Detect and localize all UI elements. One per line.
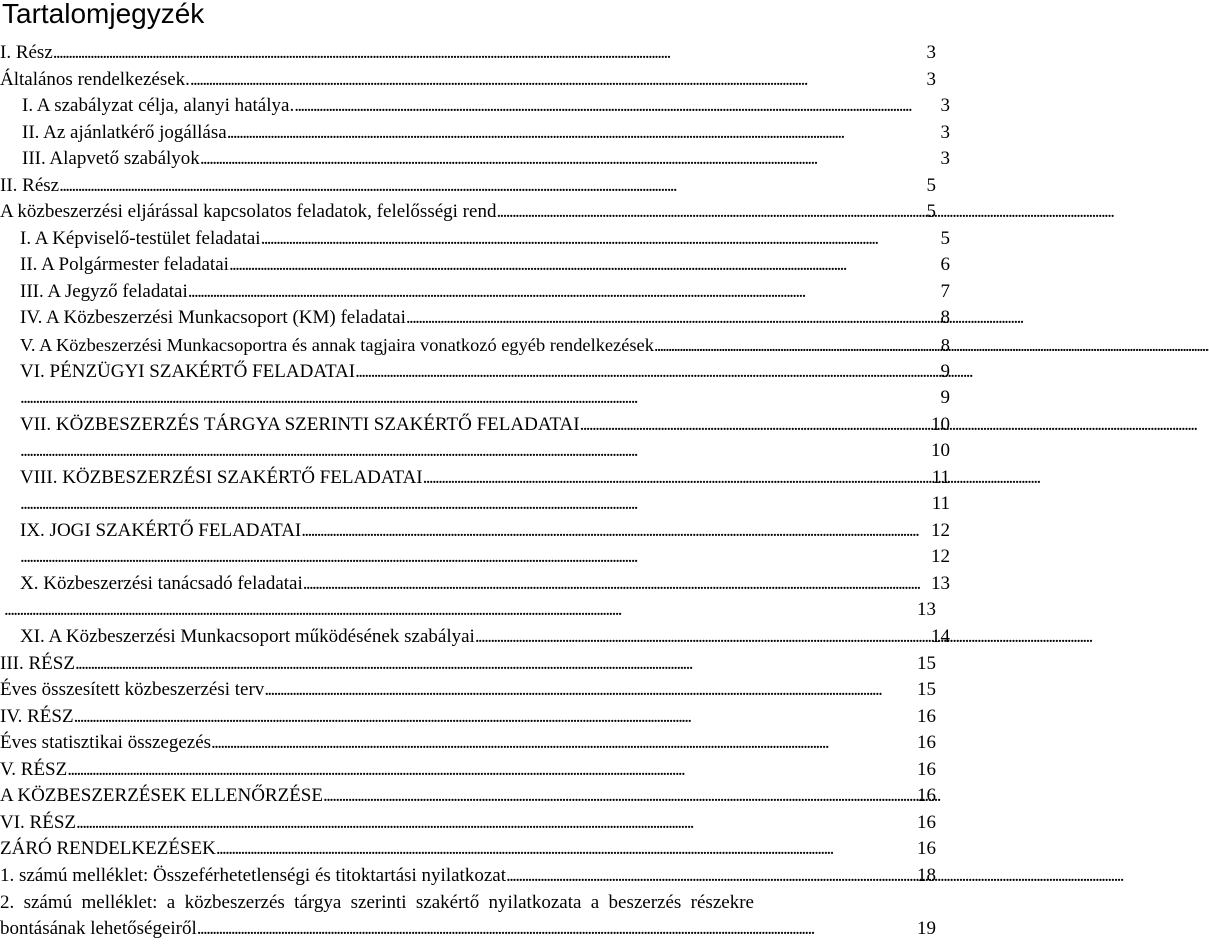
toc-entry-label: X. Közbeszerzési tanácsadó feladatai bbox=[20, 572, 303, 594]
toc-entry-label: IV. RÉSZ bbox=[0, 705, 74, 727]
dot-leader bbox=[216, 836, 915, 863]
toc-entry-page: 10 bbox=[931, 413, 950, 435]
toc-entry-page: 5 bbox=[926, 174, 936, 196]
dot-leader bbox=[506, 863, 915, 890]
toc-entry-page: 14 bbox=[931, 626, 950, 648]
toc-entry-label: IV. A Közbeszerzési Munkacsoport (KM) feladatai bbox=[20, 307, 406, 329]
toc-entry-label: I. A Képviselő-testület feladatai bbox=[20, 227, 261, 249]
toc-entry-label: Éves statisztikai összegezés bbox=[0, 732, 212, 754]
toc-entry-label: A közbeszerzési eljárással kapcsolatos feladatok, felelősségi rend bbox=[0, 201, 497, 223]
dot-leader bbox=[20, 385, 939, 412]
toc-entry-label: ZÁRÓ RENDELKEZÉSEK bbox=[0, 838, 216, 860]
dot-leader bbox=[323, 783, 915, 810]
dot-leader bbox=[75, 651, 915, 678]
dot-leader bbox=[211, 730, 915, 757]
dot-leader bbox=[475, 624, 929, 651]
toc-entry[interactable] bbox=[0, 890, 960, 917]
toc-entry-label: VII. KÖZBESZERZÉS TÁRGYA SZERINTI SZAKÉRTŐ FELADATAI bbox=[20, 413, 580, 435]
toc-entry-page: 13 bbox=[917, 599, 936, 621]
dot-leader bbox=[188, 279, 939, 306]
dot-leader bbox=[20, 438, 929, 465]
toc-entry[interactable] bbox=[0, 863, 960, 890]
toc-entry[interactable] bbox=[0, 226, 960, 253]
toc-entry[interactable] bbox=[0, 730, 960, 757]
toc-entry-label: 2. számú melléklet: a közbeszerzés tárgya szerinti szakértő nyilatkozata a beszerzés részekre bbox=[0, 891, 754, 913]
toc-entry-page: 18 bbox=[917, 864, 936, 886]
toc-entry-page: 12 bbox=[931, 546, 950, 568]
toc-entry-page: 9 bbox=[940, 360, 950, 382]
toc-entry-label: VI. PÉNZÜGYI SZAKÉRTŐ FELADATAI bbox=[20, 360, 356, 382]
toc-entry[interactable] bbox=[0, 783, 960, 810]
toc-entry[interactable] bbox=[0, 93, 960, 120]
dot-leader bbox=[261, 226, 939, 253]
toc-entry-label: II. Az ajánlatkérő jogállása bbox=[22, 121, 227, 143]
dot-leader bbox=[355, 359, 938, 386]
toc-entry-page: 11 bbox=[931, 493, 950, 515]
dot-leader bbox=[264, 677, 915, 704]
toc-entry[interactable] bbox=[0, 332, 960, 359]
toc-entry[interactable] bbox=[0, 916, 960, 943]
toc-entry-label: I. Rész bbox=[0, 42, 53, 63]
toc-entry-page: 16 bbox=[917, 758, 936, 780]
dot-leader bbox=[20, 544, 929, 571]
toc-entry[interactable] bbox=[0, 491, 960, 518]
toc-entry-page: 16 bbox=[917, 811, 936, 833]
toc-entry-page: 15 bbox=[917, 679, 936, 701]
dot-leader bbox=[53, 40, 925, 67]
dot-leader bbox=[67, 757, 915, 784]
toc-entry[interactable] bbox=[0, 438, 960, 465]
toc-entry[interactable] bbox=[0, 412, 960, 439]
toc-entry[interactable] bbox=[0, 173, 960, 200]
toc-entry-page: 5 bbox=[940, 227, 950, 249]
toc-entry-page: 15 bbox=[917, 652, 936, 674]
toc-entry-page: 3 bbox=[940, 95, 950, 117]
dot-leader bbox=[4, 597, 915, 624]
toc-entry-label: V. A Közbeszerzési Munkacsoportra és annak tagjaira vonatkozó egyéb rendelkezések bbox=[20, 335, 654, 356]
toc-entry-label: A KÖZBESZERZÉSEK ELLENŐRZÉSE bbox=[0, 785, 323, 807]
toc-entry-label: V. RÉSZ bbox=[0, 758, 68, 780]
toc-entry-label: Általános rendelkezések. bbox=[0, 68, 190, 90]
toc-entry-page: 8 bbox=[940, 335, 950, 356]
toc-entry[interactable] bbox=[0, 810, 960, 837]
toc-entry[interactable] bbox=[0, 67, 960, 94]
toc-entry-page: 3 bbox=[926, 42, 936, 63]
toc-entry[interactable] bbox=[0, 199, 960, 226]
toc-entry[interactable] bbox=[0, 465, 960, 492]
dot-leader bbox=[423, 465, 930, 492]
table-of-contents bbox=[0, 40, 960, 943]
toc-entry[interactable] bbox=[0, 279, 960, 306]
toc-entry-page: 16 bbox=[917, 705, 936, 727]
dot-leader bbox=[301, 518, 929, 545]
toc-entry-page: 5 bbox=[926, 201, 936, 223]
toc-entry-label: I. A szabályzat célja, alanyi hatálya. bbox=[22, 95, 295, 117]
dot-leader bbox=[200, 146, 939, 173]
dot-leader bbox=[294, 93, 938, 120]
toc-entry-label: XI. A Közbeszerzési Munkacsoport működésének szabályai bbox=[20, 626, 475, 648]
toc-entry-page: 7 bbox=[940, 280, 950, 302]
toc-entry[interactable] bbox=[0, 146, 960, 173]
dot-leader bbox=[76, 810, 915, 837]
toc-entry-page: 11 bbox=[931, 466, 950, 488]
toc-entry[interactable] bbox=[0, 624, 960, 651]
dot-leader bbox=[227, 120, 939, 147]
toc-entry-label: III. RÉSZ bbox=[0, 652, 75, 674]
toc-entry-label: IX. JOGI SZAKÉRTŐ FELADATAI bbox=[20, 519, 302, 541]
toc-entry[interactable] bbox=[0, 544, 960, 571]
toc-entry-page: 3 bbox=[940, 148, 950, 170]
toc-entry[interactable] bbox=[0, 252, 960, 279]
toc-title: Tartalomjegyzék bbox=[2, 0, 205, 29]
toc-entry[interactable] bbox=[0, 305, 960, 332]
toc-entry-page: 16 bbox=[917, 785, 936, 807]
toc-entry[interactable] bbox=[0, 597, 960, 624]
toc-entry-page: 13 bbox=[931, 572, 950, 594]
dot-leader bbox=[303, 571, 929, 598]
toc-entry[interactable] bbox=[0, 571, 960, 598]
toc-entry-page: 3 bbox=[940, 121, 950, 143]
dot-leader bbox=[74, 704, 915, 731]
dot-leader bbox=[580, 412, 929, 439]
toc-entry-page: 16 bbox=[917, 732, 936, 754]
toc-entry[interactable] bbox=[0, 40, 960, 67]
dot-leader bbox=[496, 199, 924, 226]
toc-entry-label: Éves összesített közbeszerzési terv bbox=[0, 679, 265, 701]
toc-entry-page: 10 bbox=[931, 440, 950, 462]
toc-entry[interactable] bbox=[0, 359, 960, 386]
dot-leader bbox=[59, 173, 924, 200]
toc-entry[interactable] bbox=[0, 836, 960, 863]
toc-entry[interactable] bbox=[0, 677, 960, 704]
toc-entry-page: 19 bbox=[917, 918, 936, 940]
toc-entry[interactable] bbox=[0, 704, 960, 731]
toc-entry-page: 8 bbox=[940, 307, 950, 329]
toc-entry[interactable] bbox=[0, 385, 960, 412]
toc-entry[interactable] bbox=[0, 651, 960, 678]
toc-entry-page: 9 bbox=[940, 387, 950, 409]
dot-leader bbox=[654, 332, 939, 359]
toc-entry-label: bontásának lehetőségeiről bbox=[0, 918, 197, 940]
toc-entry-label: III. A Jegyző feladatai bbox=[20, 280, 188, 302]
toc-entry-label: II. Rész bbox=[0, 174, 60, 196]
toc-entry-label: III. Alapvető szabályok bbox=[22, 148, 200, 170]
dot-leader bbox=[190, 67, 925, 94]
toc-entry[interactable] bbox=[0, 518, 960, 545]
dot-leader bbox=[20, 491, 930, 518]
toc-entry-label: 1. számú melléklet: Összeférhetetlenségi és titoktartási nyilatkozat bbox=[0, 864, 506, 886]
toc-entry-label: II. A Polgármester feladatai bbox=[20, 254, 229, 276]
toc-entry[interactable] bbox=[0, 120, 960, 147]
toc-entry-page: 6 bbox=[940, 254, 950, 276]
toc-entry-page: 3 bbox=[926, 68, 936, 90]
toc-entry[interactable] bbox=[0, 757, 960, 784]
toc-entry-label: VI. RÉSZ bbox=[0, 811, 76, 833]
toc-entry-label: VIII. KÖZBESZERZÉSI SZAKÉRTŐ FELADATAI bbox=[20, 466, 423, 488]
toc-entry-page: 12 bbox=[931, 519, 950, 541]
dot-leader bbox=[406, 305, 939, 332]
toc-entry-page: 16 bbox=[917, 838, 936, 860]
dot-leader bbox=[229, 252, 939, 279]
dot-leader bbox=[197, 916, 915, 943]
